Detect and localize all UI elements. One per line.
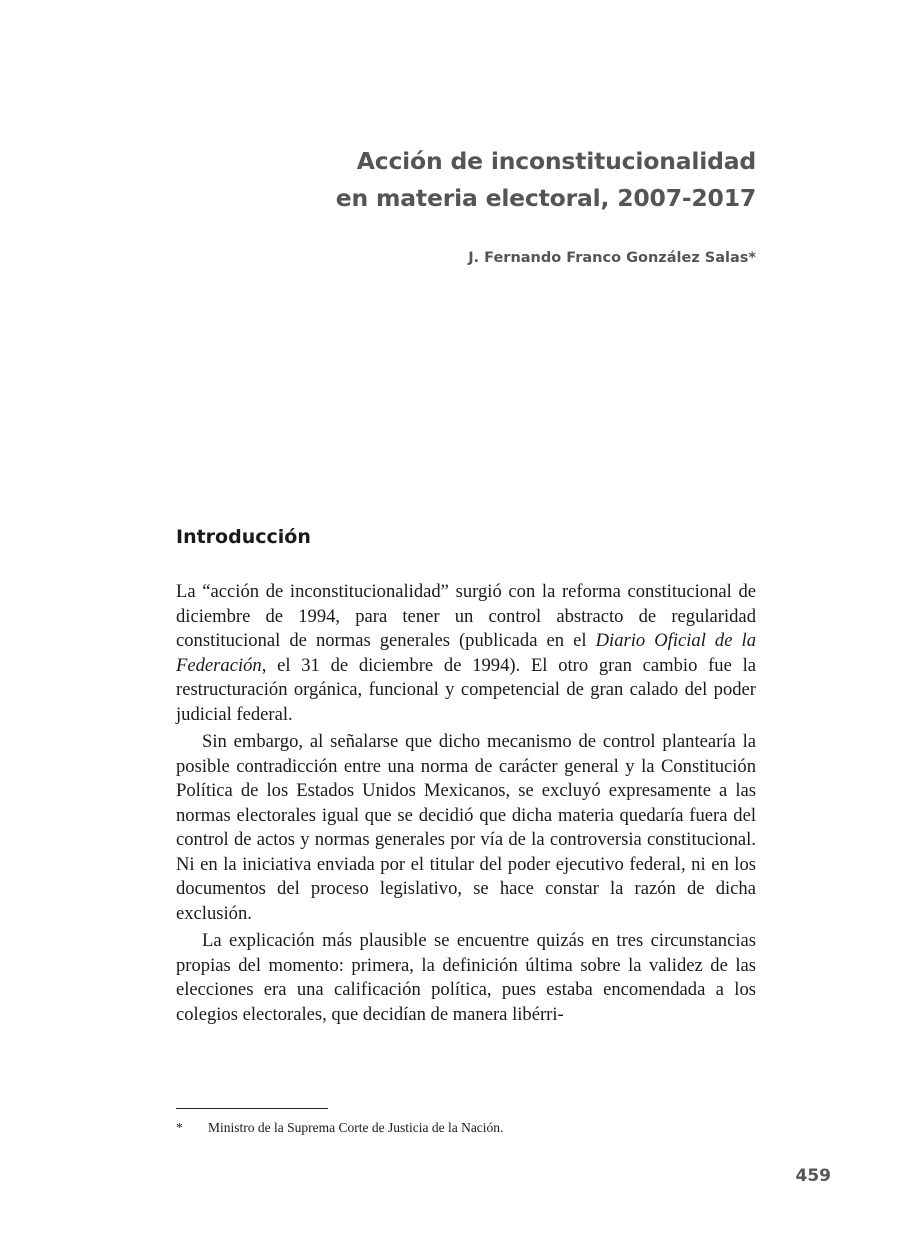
chapter-title-line-1: Acción de inconstitucionalidad [356, 147, 756, 175]
paragraph-1-part-1: La “acción de inconstitucionalidad” surgió con la reforma constitucional de diciembre de 1994, para tener un control abstracto de regularidad constitucional de normas generales (publicada en el [176, 581, 756, 651]
footnote-mark: * [176, 1120, 183, 1135]
footnote-text: Ministro de la Suprema Corte de Justicia de la Nación. [208, 1120, 504, 1135]
page-number: 459 [795, 1166, 831, 1186]
chapter-title-line-2: en materia electoral, 2007-2017 [335, 184, 756, 212]
footnote [176, 1120, 503, 1136]
body-text [176, 580, 756, 1030]
journal-title-italic: Diario Oficial de la Federación [176, 630, 756, 676]
footnote-divider [176, 1108, 328, 1109]
paragraph-1 [176, 580, 756, 727]
author-name: J. Fernando Franco González Salas* [468, 250, 756, 266]
section-heading: Introducción [176, 526, 311, 548]
chapter-title [336, 143, 756, 217]
paragraph-3: La explicación más plausible se encuentre quizás en tres circunstancias propias del momento: primera, la definición última sobre la validez de las elecciones era una calificación política, pues estaba encomendada a los colegios electorales, que decidían de manera libérri- [176, 930, 756, 1025]
paragraph-2: Sin embargo, al señalarse que dicho mecanismo de control plantearía la posible contradicción entre una norma de carácter general y la Constitución Política de los Estados Unidos Mexicanos, se excluyó expresamente a las normas electorales igual que se decidió que dicha materia quedaría fuera del control de actos y normas generales por vía de la controversia constitucional. Ni en la iniciativa enviada por el titular del poder ejecutivo federal, ni en los documentos del proceso legislativo, se hace constar la razón de dicha exclusión. [176, 731, 756, 924]
paragraph-1-part-2: , el 31 de diciembre de 1994). El otro gran cambio fue la restructuración orgánica, funcional y competencial de gran calado del poder judicial federal. [176, 654, 756, 725]
